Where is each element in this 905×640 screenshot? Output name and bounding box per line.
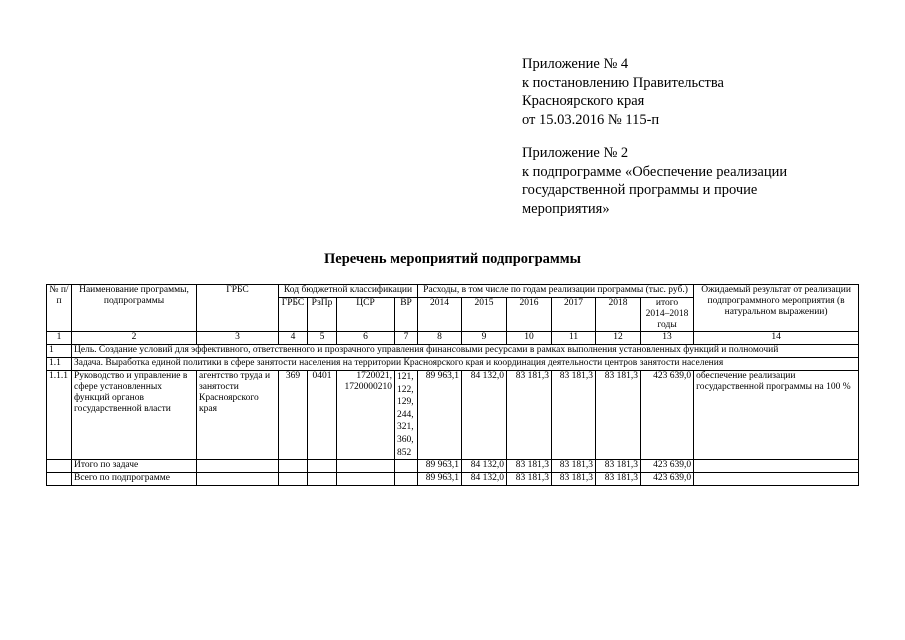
measures-table bbox=[46, 284, 859, 486]
measure-vr-item: 122, bbox=[397, 384, 414, 395]
column-number: 5 bbox=[308, 332, 337, 345]
subheader-csr: ЦСР bbox=[337, 298, 395, 332]
measure-vr-item: 129, bbox=[397, 397, 414, 408]
column-number: 11 bbox=[552, 332, 596, 345]
measure-csr bbox=[337, 371, 395, 460]
column-number: 4 bbox=[279, 332, 308, 345]
column-number: 3 bbox=[197, 332, 279, 345]
task-total-2018: 83 181,3 bbox=[596, 460, 641, 473]
measure-grbs-code: 369 bbox=[279, 371, 308, 460]
subheader-grbs: ГРБС bbox=[279, 298, 308, 332]
measure-2016: 83 181,3 bbox=[507, 371, 552, 460]
task-row bbox=[47, 358, 859, 371]
appendix-4-line: Приложение № 4 bbox=[522, 56, 629, 72]
table-header-row bbox=[47, 285, 859, 298]
subheader-rzpr: РзПр bbox=[308, 298, 337, 332]
column-number: 2 bbox=[72, 332, 197, 345]
subheader-total: итого 2014–2018 годы bbox=[641, 298, 694, 332]
measure-grbs: агентство труда и занятости Красноярского края bbox=[197, 371, 279, 460]
subheader-2014: 2014 bbox=[418, 298, 462, 332]
task-num: 1.1 bbox=[47, 358, 72, 371]
goal-num: 1 bbox=[47, 345, 72, 358]
measure-name: Руководство и управление в сфере установленных функций органов государственной власти bbox=[72, 371, 197, 460]
task-total-label: Итого по задаче bbox=[72, 460, 197, 473]
subheader-vr: ВР bbox=[395, 298, 418, 332]
appendix-2-block bbox=[522, 144, 787, 218]
goal-row bbox=[47, 345, 859, 358]
subprogram-total-2018: 83 181,3 bbox=[596, 473, 641, 486]
measure-rzpr: 0401 bbox=[308, 371, 337, 460]
measure-csr-line: 1720021, bbox=[356, 371, 392, 381]
subheader-2017: 2017 bbox=[552, 298, 596, 332]
appendix-2-line: мероприятия» bbox=[522, 200, 610, 217]
header-name: Наименование программы, подпрограммы bbox=[72, 285, 197, 332]
measure-vr-item: 360, bbox=[397, 434, 414, 445]
subheader-2018: 2018 bbox=[596, 298, 641, 332]
measure-vr-item: 321, bbox=[397, 422, 414, 433]
appendix-4-line: Красноярского края bbox=[522, 93, 645, 110]
header-grbs: ГРБС bbox=[197, 285, 279, 332]
task-total-sum: 423 639,0 bbox=[641, 460, 694, 473]
column-number: 1 bbox=[47, 332, 72, 345]
document-title: Перечень мероприятий подпрограммы bbox=[324, 251, 581, 267]
measure-2018: 83 181,3 bbox=[596, 371, 641, 460]
subheader-2015: 2015 bbox=[462, 298, 507, 332]
measure-2017: 83 181,3 bbox=[552, 371, 596, 460]
measure-vr-item: 852 bbox=[397, 447, 412, 458]
goal-text: Цель. Создание условий для эффективного, ответственного и прозрачного управления финансовыми ресурсами в рамках выполнения установленных функций и полномочий bbox=[72, 345, 859, 358]
subprogram-total-2017: 83 181,3 bbox=[552, 473, 596, 486]
measure-result: обеспечение реализации государственной программы на 100 % bbox=[694, 371, 859, 460]
header-budget-code: Код бюджетной классификации bbox=[279, 285, 418, 298]
header-result: Ожидаемый результат от реализации подпрограммного мероприятия (в натуральном выражении) bbox=[694, 285, 859, 332]
column-number: 12 bbox=[596, 332, 641, 345]
appendix-4-line: к постановлению Правительства bbox=[522, 74, 724, 91]
task-total-2017: 83 181,3 bbox=[552, 460, 596, 473]
measure-num: 1.1.1 bbox=[47, 371, 72, 460]
measure-2014: 89 963,1 bbox=[418, 371, 462, 460]
measure-csr-line: 1720000210 bbox=[344, 382, 392, 392]
measure-vr-item: 244, bbox=[397, 409, 414, 420]
header-num: № п/п bbox=[47, 285, 72, 332]
subprogram-total-label: Всего по подпрограмме bbox=[72, 473, 197, 486]
task-total-row bbox=[47, 460, 859, 473]
appendix-4-block bbox=[522, 55, 724, 129]
column-number: 9 bbox=[462, 332, 507, 345]
task-total-2015: 84 132,0 bbox=[462, 460, 507, 473]
subprogram-total-row bbox=[47, 473, 859, 486]
measure-vr bbox=[395, 371, 418, 460]
measure-vr-item: 121, bbox=[397, 372, 414, 382]
subprogram-total-sum: 423 639,0 bbox=[641, 473, 694, 486]
column-number: 6 bbox=[337, 332, 395, 345]
column-number-row bbox=[47, 332, 859, 345]
measure-2015: 84 132,0 bbox=[462, 371, 507, 460]
appendix-2-line: государственной программы и прочие bbox=[522, 182, 758, 199]
column-number: 13 bbox=[641, 332, 694, 345]
appendix-4-line: от 15.03.2016 № 115-п bbox=[522, 111, 660, 128]
column-number: 8 bbox=[418, 332, 462, 345]
appendix-2-line: к подпрограмме «Обеспечение реализации bbox=[522, 163, 788, 180]
column-number: 7 bbox=[395, 332, 418, 345]
task-total-2016: 83 181,3 bbox=[507, 460, 552, 473]
appendix-2-line: Приложение № 2 bbox=[522, 145, 629, 161]
measure-total: 423 639,0 bbox=[641, 371, 694, 460]
subprogram-total-2016: 83 181,3 bbox=[507, 473, 552, 486]
header-expenses: Расходы, в том числе по годам реализации программы (тыс. руб.) bbox=[418, 285, 694, 298]
subprogram-total-2014: 89 963,1 bbox=[418, 473, 462, 486]
subheader-2016: 2016 bbox=[507, 298, 552, 332]
task-text: Задача. Выработка единой политики в сфере занятости населения на территории Красноярского края и координация деятельности центров занятости населения bbox=[72, 358, 859, 371]
column-number: 10 bbox=[507, 332, 552, 345]
column-number: 14 bbox=[694, 332, 859, 345]
subprogram-total-2015: 84 132,0 bbox=[462, 473, 507, 486]
measure-row bbox=[47, 371, 859, 460]
task-total-2014: 89 963,1 bbox=[418, 460, 462, 473]
